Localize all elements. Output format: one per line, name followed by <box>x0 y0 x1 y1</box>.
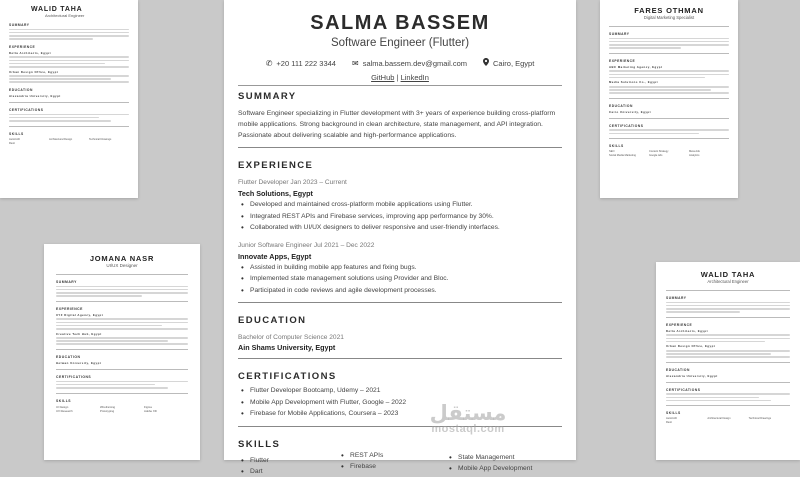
contact-row <box>238 58 562 68</box>
university-name: Alexandria University, Egypt <box>666 373 718 378</box>
contact-email[interactable] <box>352 58 467 68</box>
section-heading: EDUCATION <box>56 355 81 360</box>
section-heading: SUMMARY <box>9 23 30 27</box>
university-name: Ain Shams University, Egypt <box>238 343 336 352</box>
section-heading-experience: EXPERIENCE <box>238 160 314 171</box>
skills-grid <box>238 451 562 477</box>
location-text: Cairo, Egypt <box>493 58 535 68</box>
resume-thumbnail-walid-taha <box>0 0 138 198</box>
certification-item: • Mobile App Development with Flutter, Google – 2022 <box>238 397 562 409</box>
section-heading: SUMMARY <box>609 32 630 36</box>
certification-item: • Firebase for Mobile Applications, Coursera – 2023 <box>238 408 562 420</box>
job-bullet: • Collaborated with UI/UX designers to deliver responsive and user-friendly interfaces. <box>238 222 562 234</box>
university-name: Helwan University, Egypt <box>56 361 102 366</box>
resume-main-salma-bassem <box>224 0 576 475</box>
company-name: Urban Design Office, Egypt <box>666 344 716 349</box>
skill-item: • Firebase <box>338 461 446 472</box>
company-name: ABC Marketing Agency, Egypt <box>609 64 663 69</box>
resume-thumbnail-walid-taha-2 <box>656 262 800 460</box>
contact-location <box>483 58 534 68</box>
skill-item: • REST APIs <box>338 450 446 461</box>
section-heading: CERTIFICATIONS <box>666 387 701 392</box>
skill-item: Content Strategy <box>649 150 669 154</box>
job-bullet: • Participated in code reviews and agile development processes. <box>238 285 562 297</box>
certification-item: • Flutter Developer Bootcamp, Udemy – 2021 <box>238 385 562 397</box>
skill-item: • Mobile App Development <box>446 463 562 474</box>
job-bullets <box>238 262 562 297</box>
resume-role: UI/UX Designer <box>106 263 138 268</box>
job-title-dates: Junior Software Engineer Jul 2021 – Dec 2022 <box>238 241 375 249</box>
github-link[interactable]: GitHub <box>371 73 395 82</box>
resume-thumbnail-fares-othman <box>600 0 738 198</box>
resume-name: SALMA BASSEM <box>310 12 490 34</box>
company-name: Urban Design Office, Egypt <box>9 69 59 74</box>
section-heading: SUMMARY <box>56 280 77 284</box>
skill-item: Architectural Design <box>49 137 73 141</box>
location-pin-icon <box>483 58 489 68</box>
company-name: XYZ Digital Agency, Egypt <box>56 312 104 317</box>
skill-item: Figma <box>144 404 152 409</box>
university-name: Alexandria University, Egypt <box>9 94 61 99</box>
section-heading: SKILLS <box>609 144 624 149</box>
section-heading: EDUCATION <box>666 367 690 372</box>
section-heading-skills: SKILLS <box>238 438 281 450</box>
resume-name: WALID TAHA <box>31 6 83 13</box>
section-heading: EXPERIENCE <box>56 306 83 311</box>
skill-item: AutoCAD <box>9 137 20 141</box>
profile-links: GitHub | LinkedIn <box>371 73 429 82</box>
job-bullet: • Assisted in building mobile app features and fixing bugs. <box>238 262 562 274</box>
section-heading: SKILLS <box>666 411 681 416</box>
section-heading-certifications: CERTIFICATIONS <box>238 371 337 382</box>
skill-item: Meta Ads <box>689 150 700 154</box>
section-heading: EXPERIENCE <box>666 322 693 327</box>
skill-item: Revit <box>9 141 15 145</box>
university-name: Cairo University, Egypt <box>609 109 652 114</box>
job-bullets <box>238 199 562 234</box>
section-heading: CERTIFICATIONS <box>609 123 644 128</box>
skill-item: • State Management <box>446 452 562 463</box>
section-heading: CERTIFICATIONS <box>9 108 44 113</box>
phone-text: +20 111 222 3344 <box>276 58 336 68</box>
watermark-arabic: مستقل <box>429 401 507 425</box>
company-name: Creative Tech Hub, Egypt <box>56 331 102 336</box>
skill-item: Revit <box>666 421 672 425</box>
section-heading: SKILLS <box>56 398 72 403</box>
certification-list <box>238 385 562 420</box>
section-heading: CERTIFICATIONS <box>56 375 92 380</box>
skill-item: Technical Drawings <box>89 137 112 141</box>
company-name: Media Solutions Co., Egypt <box>609 80 659 85</box>
section-heading: SKILLS <box>9 131 24 136</box>
linkedin-link[interactable]: LinkedIn <box>400 73 429 82</box>
divider <box>238 302 562 303</box>
resume-name: WALID TAHA <box>700 270 756 279</box>
divider <box>238 85 562 86</box>
resume-role: Digital Marketing Specialist <box>643 15 695 20</box>
company-name: Innovate Apps, Egypt <box>238 251 312 261</box>
section-heading-education: EDUCATION <box>238 315 307 326</box>
divider <box>238 426 562 427</box>
skill-item: UI Design <box>56 404 69 409</box>
skill-item: Analytics <box>689 154 700 158</box>
skill-item: Adobe XD <box>144 408 157 413</box>
mail-icon: ✉ <box>351 58 359 68</box>
section-heading: EDUCATION <box>9 88 33 93</box>
company-name: Tech Solutions, Egypt <box>238 189 313 198</box>
company-name: Delta Architects, Egypt <box>9 50 52 55</box>
resume-role: Architectural Engineer <box>45 13 85 18</box>
company-name: Delta Architects, Egypt <box>666 328 709 333</box>
degree-text: Bachelor of Computer Science 2021 <box>238 334 344 341</box>
resume-name: JOMANA NASR <box>89 254 155 263</box>
skill-item: Technical Drawings <box>748 417 772 421</box>
watermark-latin: mostaql.com <box>431 423 505 435</box>
divider <box>238 358 562 359</box>
skill-item: • Dart <box>238 466 338 477</box>
section-heading: EXPERIENCE <box>9 44 36 49</box>
skill-item: UX Research <box>56 408 73 413</box>
summary-text: Software Engineer specializing in Flutter development with 3+ years of experience building cross-platform mobile applications. Strong background in clean architecture, state management, and API integration. Passionate about delivering scalable and high-performance applications. <box>238 110 556 139</box>
skill-item: AutoCAD <box>666 417 677 421</box>
skill-item: Google Ads <box>649 154 663 158</box>
section-heading: EXPERIENCE <box>609 58 636 63</box>
skill-item: Prototyping <box>100 408 115 413</box>
section-heading: SUMMARY <box>666 296 687 300</box>
skill-item: SEO <box>609 150 615 154</box>
phone-icon: ✆ <box>265 58 273 68</box>
section-heading-summary: SUMMARY <box>238 91 297 102</box>
resume-role: Software Engineer (Flutter) <box>330 37 470 49</box>
resume-thumbnail-jomana-nasr <box>44 244 200 460</box>
skill-item: Wireframing <box>100 404 116 409</box>
section-heading: EDUCATION <box>609 103 633 108</box>
job-bullet: • Integrated REST APIs and Firebase services, improving app performance by 30%. <box>238 211 562 223</box>
skill-item: Architectural Design <box>707 417 731 421</box>
job-title-dates: Flutter Developer Jan 2023 – Current <box>238 179 347 186</box>
divider <box>238 147 562 148</box>
skill-item: • Flutter <box>238 455 338 466</box>
resume-name: FARES OTHMAN <box>634 6 704 15</box>
job-bullet: • Implemented state management solutions using Provider and Bloc. <box>238 273 562 285</box>
email-text: salma.bassem.dev@gmail.com <box>362 58 468 68</box>
resume-role: Architectural Engineer <box>707 279 749 284</box>
job-bullet: • Developed and maintained cross-platform mobile applications using Flutter. <box>238 199 562 211</box>
skill-item: Social Media Marketing <box>609 154 636 158</box>
contact-phone <box>266 58 336 68</box>
